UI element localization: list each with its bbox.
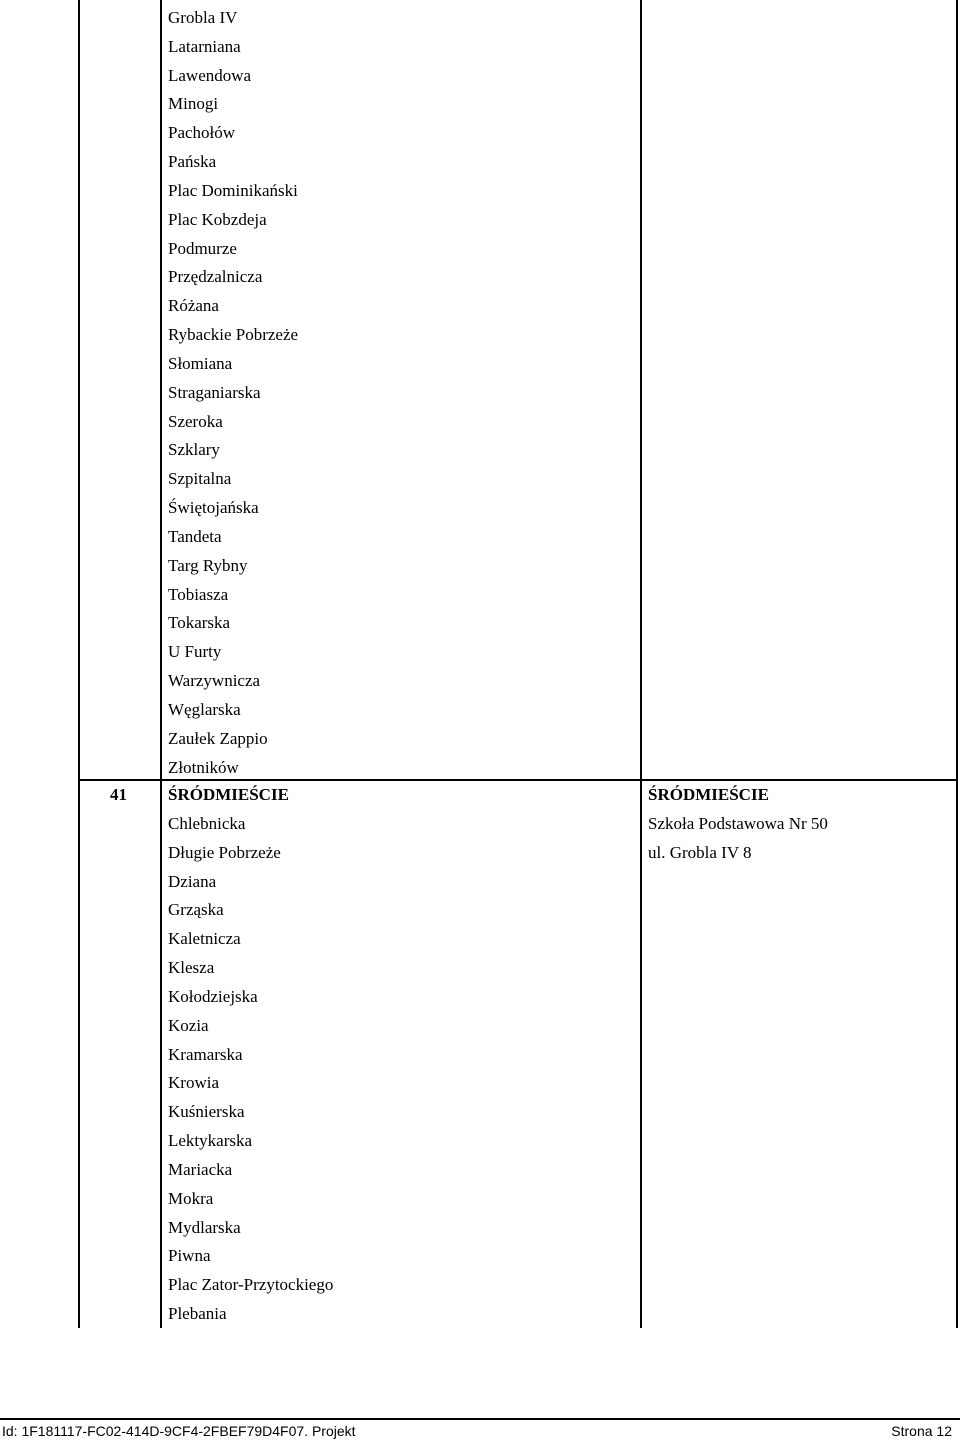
polling-district-heading: ŚRÓDMIEŚCIE (648, 785, 769, 804)
street-item: Minogi (168, 94, 219, 114)
street-item: Tandeta (168, 526, 222, 546)
street-item: Pańska (168, 152, 217, 172)
street-item: Pachołów (168, 123, 236, 143)
street-item: Długie Pobrzeże (168, 842, 281, 862)
street-item: Szklary (168, 440, 220, 460)
document-id: Id: 1F181117-FC02-414D-9CF4-2FBEF79D4F07. Projekt (2, 1423, 356, 1439)
street-item: Złotników (168, 757, 239, 777)
street-item: Grobla IV (168, 8, 238, 27)
street-item: Targ Rybny (168, 555, 248, 575)
street-item: Plebania (168, 1304, 227, 1324)
street-item: Mydlarska (168, 1217, 241, 1237)
street-item: Kuśnierska (168, 1102, 245, 1122)
street-item: Szeroka (168, 411, 223, 431)
street-item: Mokra (168, 1188, 214, 1208)
street-item: Węglarska (168, 699, 241, 719)
table-left-border (78, 0, 80, 1328)
street-item: Mariacka (168, 1159, 233, 1179)
street-item: Tobiasza (168, 584, 229, 604)
street-item: Świętojańska (168, 498, 259, 518)
street-item: Lektykarska (168, 1131, 253, 1151)
street-item: Plac Kobzdeja (168, 209, 267, 229)
street-item: Słomiana (168, 353, 233, 373)
street-item: Szpitalna (168, 469, 232, 489)
table-right-border (956, 0, 958, 1328)
street-item: Warzywnicza (168, 671, 261, 691)
table-column-divider-1 (160, 0, 162, 1328)
street-item: Plac Zator-Przytockiego (168, 1275, 334, 1295)
street-item: Lawendowa (168, 65, 252, 85)
street-item: Straganiarska (168, 382, 261, 402)
street-item: Klesza (168, 958, 215, 978)
street-item: Dziana (168, 871, 217, 891)
street-item: Kramarska (168, 1044, 243, 1064)
street-item: Tokarska (168, 613, 231, 633)
polling-place-name: Szkoła Podstawowa Nr 50 (648, 814, 828, 833)
table-column-divider-2 (640, 0, 642, 1328)
street-item: Kołodziejska (168, 986, 258, 1006)
street-item: Różana (168, 296, 219, 316)
row-number: 41 (110, 785, 127, 804)
street-item: Kozia (168, 1015, 209, 1035)
street-item: Krowia (168, 1073, 219, 1093)
street-item: Latarniana (168, 36, 241, 56)
street-item: Piwna (168, 1246, 211, 1266)
page-number: Strona 12 (891, 1423, 952, 1439)
street-item: Podmurze (168, 238, 237, 258)
polling-place-address: ul. Grobla IV 8 (648, 843, 752, 862)
district-heading: ŚRÓDMIEŚCIE (168, 785, 289, 804)
street-item: Rybackie Pobrzeże (168, 325, 299, 345)
street-item: Kaletnicza (168, 929, 241, 949)
street-list-continued (168, 0, 298, 778)
street-item: Grząska (168, 900, 224, 920)
street-item: Zaułek Zappio (168, 728, 268, 748)
street-item: Chlebnicka (168, 814, 246, 833)
polling-place-info (648, 781, 828, 868)
street-item: Przędzalnicza (168, 267, 263, 287)
street-list-row-41 (168, 810, 333, 1329)
street-item: Plac Dominikański (168, 180, 298, 200)
page-footer (0, 1420, 960, 1442)
street-item: U Furty (168, 642, 222, 662)
